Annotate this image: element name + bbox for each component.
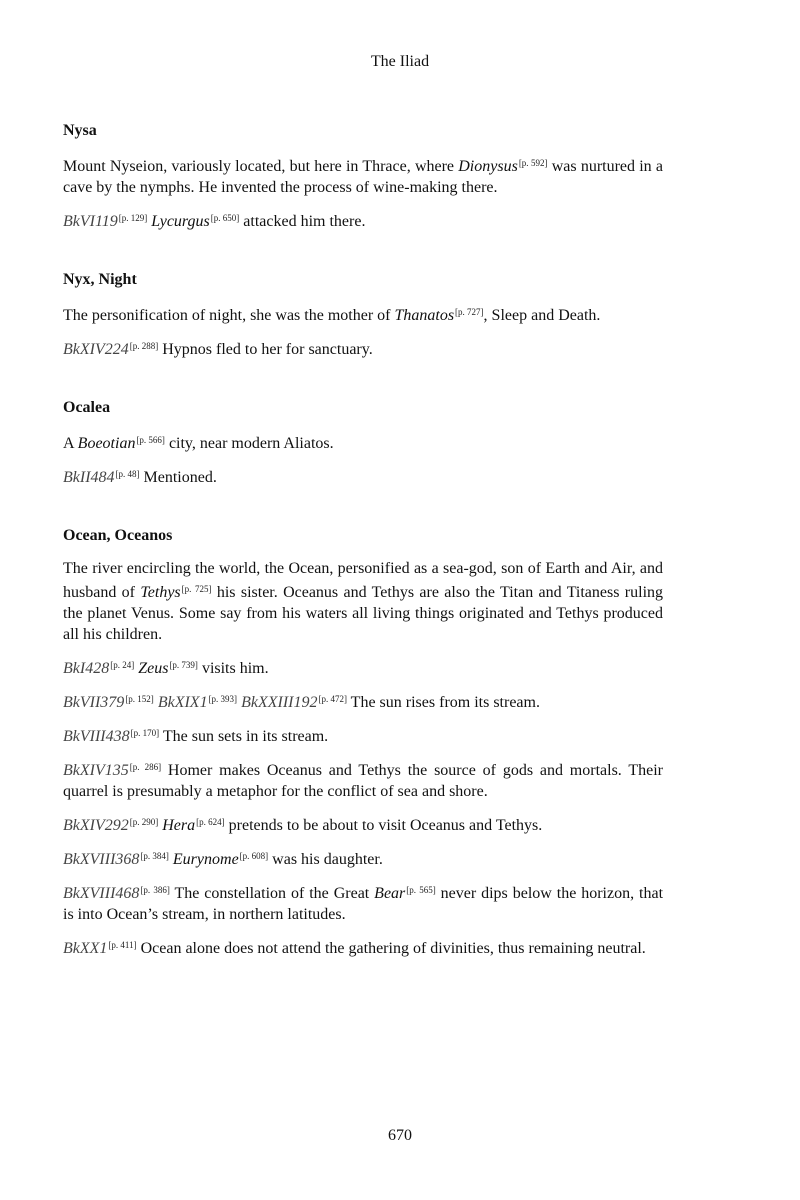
reference-line [63,846,663,870]
text-run: Homer makes Oceanus and Tethys the source of gods and mortals. Their quarrel is presumably a metaphor for the conflict of sea and shore. [63,762,663,800]
text-run: The river encircling the world, the Ocean, personified as a sea-god, son of Earth and Air, and husband of [63,560,663,601]
running-head: The Iliad [370,53,430,70]
page-ref[interactable]: [p. 624] [196,817,225,827]
entry-title: Nyx, Night [63,271,137,288]
entry-nyx-night [63,270,663,360]
reference-line [63,208,663,232]
link-thanatos[interactable]: Thanatos [394,307,455,324]
entry-title: Ocean, Oceanos [63,527,173,544]
page-ref[interactable]: [p. 170] [130,728,160,738]
link-bear[interactable]: Bear [374,885,406,902]
text-run: attacked him there. [239,213,366,230]
page-ref[interactable]: [p. 566] [136,435,165,445]
link-boeotian[interactable]: Boeotian [77,435,136,452]
book-ref-bkxxiii192[interactable]: BkXXIII192 [241,694,318,711]
page-ref[interactable]: [p. 608] [239,851,269,861]
reference-line [63,812,663,836]
text-run: , Sleep and Death. [483,307,601,324]
page-ref[interactable]: [p. 650] [210,213,240,223]
page-ref[interactable]: [p. 411] [108,940,137,950]
reference-line [63,655,663,679]
page-ref[interactable]: [p. 286] [129,762,162,772]
page-ref[interactable]: [p. 727] [455,307,484,317]
page-ref[interactable]: [p. 565] [406,885,436,895]
page-ref[interactable]: [p. 290] [129,817,159,827]
page-ref[interactable]: [p. 386] [140,885,170,895]
reference-line [63,723,663,747]
text-run: The sun rises from its stream. [346,694,540,711]
entry-title: Ocalea [63,399,111,416]
link-hera[interactable]: Hera [162,817,196,834]
page-ref[interactable]: [p. 384] [140,851,169,861]
text-run: his sister. Oceanus and Tethys are also the Titan and Titaness ruling the planet Venus. Some say from his waters all living things originated and Tethys produced all his children. [63,584,664,643]
link-eurynome[interactable]: Eurynome [172,851,239,868]
page-ref[interactable]: [p. 592] [518,158,548,168]
page-number: 670 [388,1127,412,1144]
book-ref-bkvi119[interactable]: BkVI119 [63,213,118,230]
text-run: The sun sets in its stream. [159,728,329,745]
book-ref-bkii484[interactable]: BkII484 [63,469,115,486]
entry-ocalea [63,398,663,488]
book-ref-bkxviii468[interactable]: BkXVIII468 [63,885,140,902]
entry-ocean-oceanos [63,526,663,959]
book-ref-bkxiv135[interactable]: BkXIV135 [63,762,129,779]
book-ref-bkxix1[interactable]: BkXIX1 [157,694,208,711]
text-run: pretends to be about to visit Oceanus and Tethys. [224,817,543,834]
page-ref[interactable]: [p. 152] [125,694,154,704]
page-ref[interactable]: [p. 48] [115,469,140,479]
page-ref[interactable]: [p. 288] [129,341,159,351]
page-ref[interactable]: [p. 739] [169,660,198,670]
page-ref[interactable]: [p. 393] [208,694,238,704]
book-ref-bkxx1[interactable]: BkXX1 [63,940,108,957]
book-ref-bkxiv224[interactable]: BkXIV224 [63,341,129,358]
text-run: was nurtured in a cave by the nymphs. He invented the process of wine-making there. [63,158,663,196]
entry-title: Nysa [63,122,97,139]
page-ref[interactable]: [p. 129] [118,213,148,223]
reference-line [63,757,663,802]
reference-line [63,689,663,713]
book-ref-bki428[interactable]: BkI428 [63,660,110,677]
text-run: Ocean alone does not attend the gathering of divinities, thus remaining neutral. [136,940,646,957]
link-dionysus[interactable]: Dionysus [458,158,518,175]
entry-description [63,302,663,326]
entry-description [63,430,663,454]
page-ref[interactable]: [p. 24] [110,660,135,670]
book-ref-bkvii379[interactable]: BkVII379 [63,694,125,711]
link-zeus[interactable]: Zeus [138,660,169,677]
entry-description [63,558,663,645]
entry-description [63,153,663,198]
page-ref[interactable]: [p. 472] [318,694,347,704]
text-run: city, near modern Aliatos. [164,435,334,452]
book-ref-bkxiv292[interactable]: BkXIV292 [63,817,129,834]
page-ref[interactable]: [p. 725] [181,584,212,594]
reference-line [63,935,663,959]
entry-nysa [63,121,663,232]
book-ref-bkviii438[interactable]: BkVIII438 [63,728,130,745]
reference-line [63,336,663,360]
book-ref-bkxviii368[interactable]: BkXVIII368 [63,851,140,868]
text-run: Hypnos fled to her for sanctuary. [158,341,373,358]
text-run: never dips below the horizon, that is into Ocean’s stream, in northern latitudes. [63,885,664,923]
text-run: was his daughter. [268,851,383,868]
reference-line [63,880,663,925]
text-run: Mentioned. [139,469,217,486]
text-run: Mount Nyseion, variously located, but here in Thrace, where [63,158,459,175]
page-content [63,121,663,997]
link-lycurgus[interactable]: Lycurgus [151,213,210,230]
text-run: visits him. [197,660,269,677]
text-run: The personification of night, she was the mother of [63,307,395,324]
text-run: The constellation of the Great [169,885,375,902]
link-tethys[interactable]: Tethys [140,584,181,601]
reference-line [63,464,663,488]
text-run: A [63,435,78,452]
